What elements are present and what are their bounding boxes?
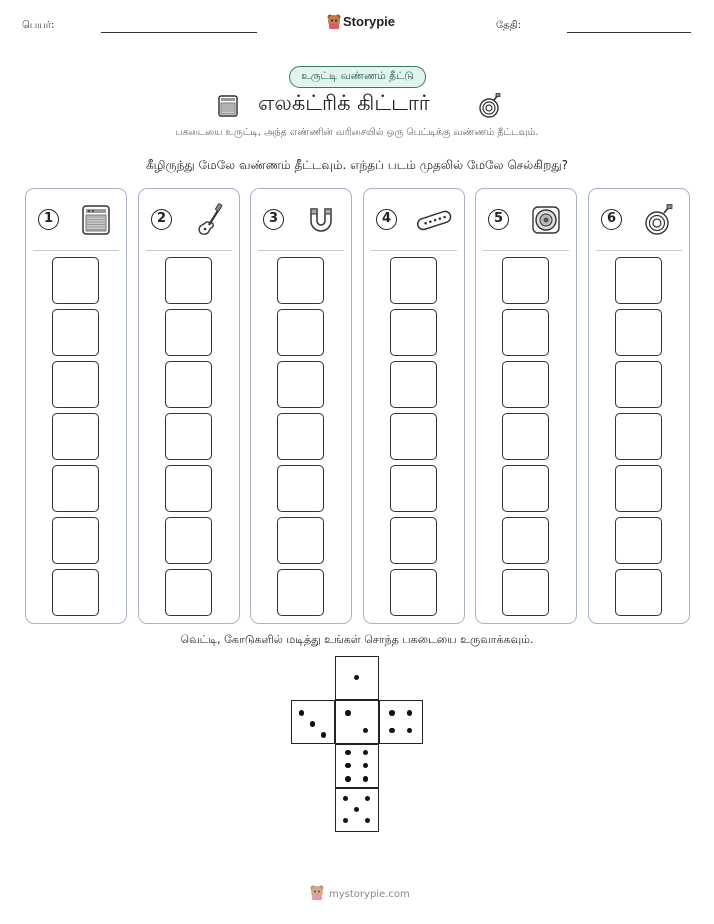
column-number: 2: [151, 209, 172, 230]
die-pip: [365, 818, 371, 824]
color-box[interactable]: [502, 413, 549, 460]
die-pip: [310, 721, 316, 727]
column-number: 1: [38, 209, 59, 230]
color-box[interactable]: [502, 257, 549, 304]
die-pip: [365, 796, 371, 802]
activity-tag: உருட்டி வண்ணம் தீட்டு: [289, 66, 426, 88]
die-face-lower: [335, 744, 379, 788]
column-5: [475, 188, 577, 624]
color-box[interactable]: [52, 413, 99, 460]
color-box[interactable]: [277, 309, 324, 356]
color-box[interactable]: [390, 361, 437, 408]
column-divider: [371, 250, 457, 251]
die-pip: [345, 750, 351, 756]
speaker-icon: [524, 202, 568, 238]
color-box[interactable]: [390, 465, 437, 512]
die-face-center: [335, 700, 379, 744]
color-box[interactable]: [615, 465, 662, 512]
color-box[interactable]: [277, 257, 324, 304]
storypie-logo-icon: [326, 13, 342, 30]
die-pip: [343, 818, 349, 824]
die-face-right: [379, 700, 423, 744]
color-box[interactable]: [390, 309, 437, 356]
color-box[interactable]: [277, 569, 324, 616]
die-pip: [345, 710, 351, 716]
amplifier-icon: [74, 202, 118, 238]
column-divider: [33, 250, 119, 251]
column-2: [138, 188, 240, 624]
amplifier-icon: [217, 94, 239, 118]
color-box[interactable]: [502, 361, 549, 408]
color-box[interactable]: [615, 413, 662, 460]
name-line[interactable]: [101, 32, 257, 33]
column-3: [250, 188, 352, 624]
die-pip: [389, 710, 395, 716]
die-pip: [389, 728, 395, 734]
color-box[interactable]: [277, 465, 324, 512]
color-box[interactable]: [52, 361, 99, 408]
instruction: கீழிருந்து மேலே வண்ணம் தீட்டவும். எந்தப் படம் முதலில் மேலே செல்கிறது?: [145, 158, 569, 172]
color-box[interactable]: [615, 517, 662, 564]
die-pip: [407, 728, 413, 734]
cutout-instruction: வெட்டி, கோடுகளில் மடித்து உங்கள் சொந்த பகடையை உருவாக்கவும்.: [180, 633, 534, 646]
subtitle: பகடையை உருட்டி, அந்த எண்ணின் வரிசையில் ஒரு பெட்டிக்கு வண்ணம் தீட்டவும்.: [175, 127, 539, 138]
name-label: பெயர்:: [22, 20, 55, 31]
color-box[interactable]: [52, 517, 99, 564]
color-box[interactable]: [165, 361, 212, 408]
column-divider: [146, 250, 232, 251]
color-box[interactable]: [502, 517, 549, 564]
cable-coil-icon: [637, 202, 681, 238]
brand-name: Storypie: [343, 14, 396, 29]
color-box[interactable]: [502, 569, 549, 616]
column-6: [588, 188, 690, 624]
die-pip: [354, 807, 360, 813]
color-box[interactable]: [165, 309, 212, 356]
color-box[interactable]: [277, 413, 324, 460]
column-divider: [258, 250, 344, 251]
die-pip: [321, 732, 327, 738]
color-box[interactable]: [165, 569, 212, 616]
color-box[interactable]: [615, 257, 662, 304]
die-face-bottom: [335, 788, 379, 832]
die-pip: [354, 675, 360, 681]
column-number: 5: [488, 209, 509, 230]
color-box[interactable]: [615, 309, 662, 356]
die-pip: [363, 728, 369, 734]
color-box[interactable]: [390, 257, 437, 304]
color-box[interactable]: [615, 569, 662, 616]
column-4: [363, 188, 465, 624]
color-box[interactable]: [390, 413, 437, 460]
die-pip: [407, 710, 413, 716]
date-line[interactable]: [567, 32, 691, 33]
die-pip: [345, 776, 351, 782]
color-box[interactable]: [502, 465, 549, 512]
column-number: 4: [376, 209, 397, 230]
die-pip: [299, 710, 305, 716]
color-box[interactable]: [52, 465, 99, 512]
die-pip: [363, 776, 369, 782]
footer-url[interactable]: mystorypie.com: [329, 889, 410, 900]
color-box[interactable]: [165, 517, 212, 564]
color-box[interactable]: [615, 361, 662, 408]
column-divider: [596, 250, 682, 251]
color-box[interactable]: [277, 361, 324, 408]
color-box[interactable]: [52, 257, 99, 304]
color-box[interactable]: [390, 569, 437, 616]
column-divider: [483, 250, 569, 251]
color-box[interactable]: [52, 569, 99, 616]
color-box[interactable]: [165, 257, 212, 304]
cable-coil-icon: [478, 93, 502, 119]
color-box[interactable]: [502, 309, 549, 356]
date-label: தேதி:: [496, 20, 522, 31]
electric-guitar-icon: [187, 202, 231, 238]
die-face-top: [335, 656, 379, 700]
color-box[interactable]: [165, 413, 212, 460]
magnet-icon: [299, 202, 343, 238]
color-box[interactable]: [390, 517, 437, 564]
page-title: எலக்ட்ரிக் கிட்டார்: [258, 91, 430, 115]
guitar-pickup-icon: [412, 202, 456, 238]
die-pip: [345, 763, 351, 769]
column-1: [25, 188, 127, 624]
die-pip: [363, 763, 369, 769]
die-pip: [343, 796, 349, 802]
color-box[interactable]: [277, 517, 324, 564]
column-number: 3: [263, 209, 284, 230]
footer-logo-icon: [309, 884, 325, 901]
die-pip: [363, 750, 369, 756]
color-box[interactable]: [52, 309, 99, 356]
column-number: 6: [601, 209, 622, 230]
die-face-left: [291, 700, 335, 744]
color-box[interactable]: [165, 465, 212, 512]
